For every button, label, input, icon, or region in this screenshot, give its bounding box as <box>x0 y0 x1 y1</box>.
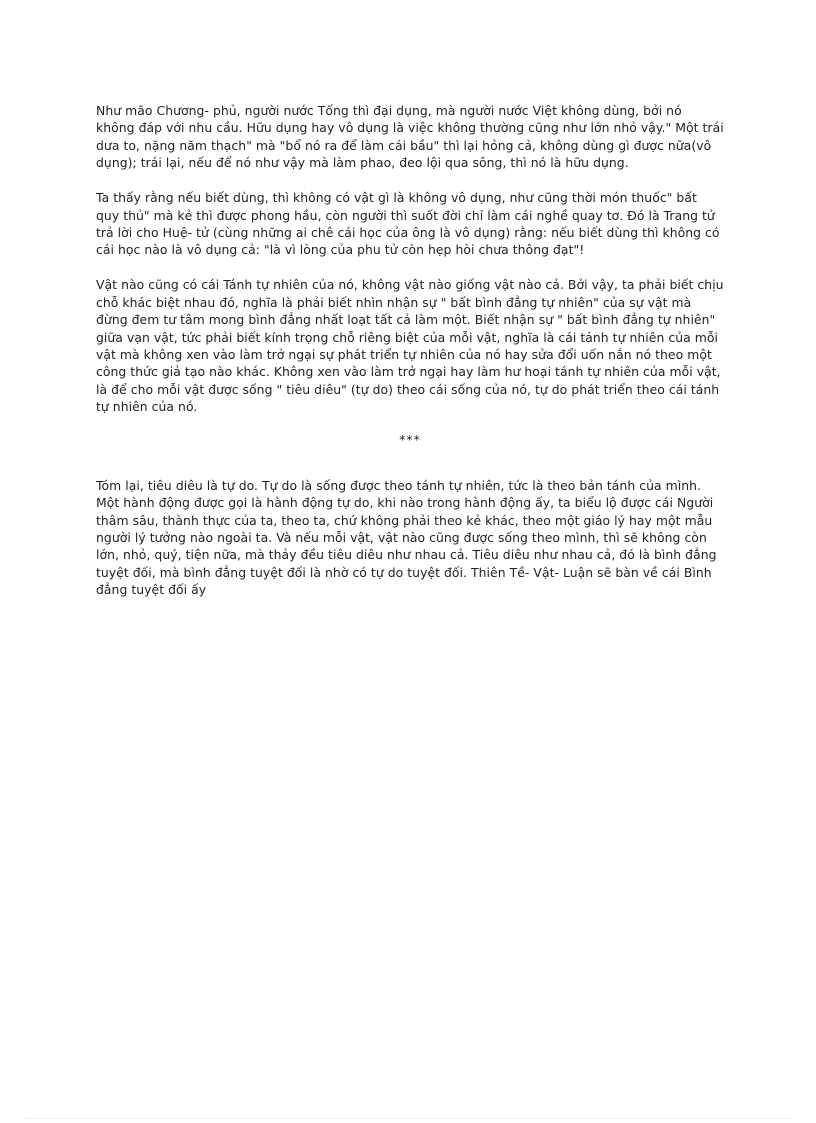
paragraph-natural-nature: Vật nào cũng có cái Tánh tự nhiên của nó, không vật nào giống vật nào cả. Bởi vậy, ta phải biết chịu chỗ khác biệt nhau đó, nghĩa là phải biết nhìn nhận sự " bất bình đẳng tự nhiên" của sự vật mà đừng đem tư tâm mong bình đẳng nhất loạt tất cả làm một. Biết nhận sự " bất bình đẳng tự nhiên" giữa vạn vật, tức phải biết kính trọng chỗ riêng biệt của mỗi vật, nghĩa là cái tánh tự nhiên của mỗi vật mà không xen vào làm trở ngại sự phát triển tự nhiên của nó hay sửa đổi uốn nắn nó theo một công thức giả tạo nào khác. Không xen vào làm trở ngại hay làm hư hoại tánh tự nhiên của mỗi vật, là để cho mỗi vật được sống " tiêu diêu" (tự do) theo cái sống của nó, tự do phát triển theo cái tánh tự nhiên của nó. <box>96 277 724 415</box>
paragraph-useful-useless: Như mão Chương- phủ, người nước Tống thì đại dụng, mà người nước Việt không dùng, bởi nó không đáp với nhu cầu. Hữu dụng hay vô dụng là việc không thường cũng như lớn nhỏ vậy." Một trái dưa to, nặng năm thạch" mà "bổ nó ra để làm cái bầu" thì lại hỏng cả, không dùng gì được nữa(vô dụng); trái lại, nếu để nó như vậy mà làm phao, đeo lội qua sông, thì nó là hữu dụng. <box>96 103 724 171</box>
section-separator: *** <box>399 432 421 448</box>
paragraph-knowing-use: Ta thấy rằng nếu biết dùng, thì không có vật gì là không vô dụng, như cũng thời món thuốc" bất quy thủ" mà kẻ thì được phong hầu, còn người thì suốt đời chỉ làm cái nghề quay tơ. Đó là Trang tử trả lời cho Huệ- tử (cùng những ai chê cái học của ông là vô dụng) rằng: nếu biết dùng thì không có cái học nào là vô dụng cả: "là vì lòng của phu tử còn hẹp hòi chưa thông đạt"! <box>96 190 720 258</box>
paragraph-conclusion: Tóm lại, tiêu diêu là tự do. Tự do là sống được theo tánh tự nhiên, tức là theo bản tánh của mình. Một hành động được gọi là hành động tự do, khi nào trong hành động ấy, ta biểu lộ được cái Người thâm sâu, thành thực của ta, theo ta, chứ không phải theo kẻ khác, theo một giáo lý hay một mẫu người lý tưởng nào ngoài ta. Và nếu mỗi vật, vật nào cũng được sống theo mình, thì sẽ không còn lớn, nhỏ, quý, tiện nữa, mà thảy đều tiêu diêu như nhau cả. Tiêu diêu như nhau cả, đó là bình đẳng tuyệt đối, mà bình đẳng tuyệt đối là nhờ có tự do tuyệt đối. Thiên Tề- Vật- Luận sẽ bàn về cái Bình đẳng tuyệt đối ấy <box>96 477 717 598</box>
page-bottom-divider <box>24 1118 792 1119</box>
document-body <box>96 102 724 616</box>
